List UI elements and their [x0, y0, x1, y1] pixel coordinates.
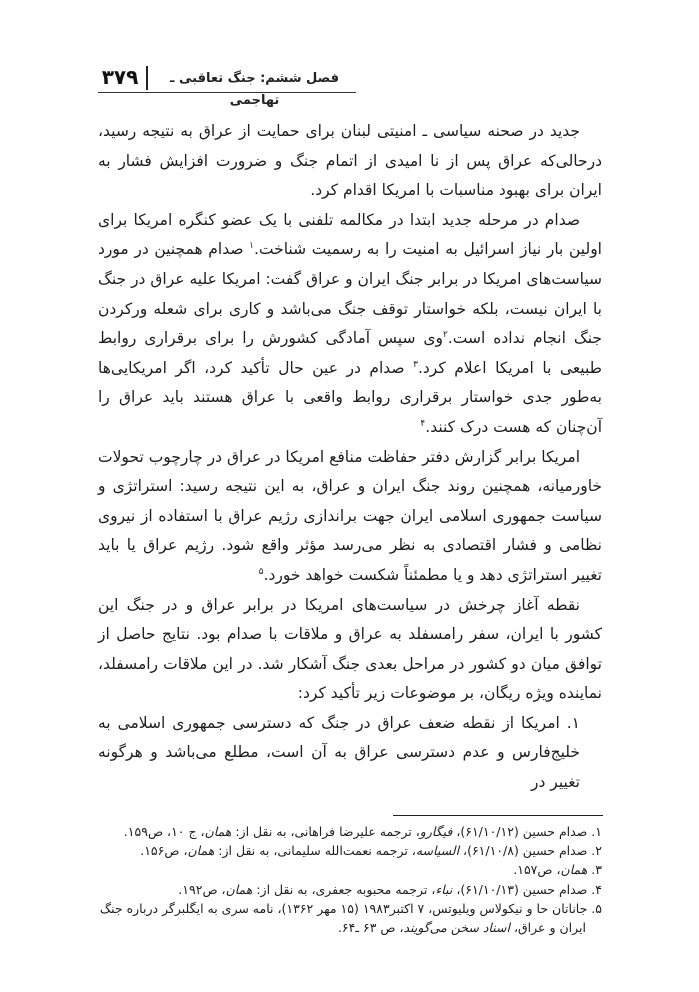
page-number: ۳۷۹ — [101, 65, 139, 89]
footnote-4-text: ۴. صدام حسین (۶۱/۱۰/۱۳)، — [452, 881, 602, 897]
footnote-5-text: ۵. جاناتان حا و نیکولاس ویلیوتس، ۷ اکتبر۱۹۸۳ (۱۵ مهر ۱۳۶۲)، نامه سری به ایگلبرگر درباره جنگ ایران و عراق، — [99, 900, 602, 936]
footnote-1-text-3: ، ج ۱۰، ص۱۵۹. — [123, 824, 205, 839]
body-text — [98, 117, 602, 798]
footnote-2-text-2: ، ترجمه نعمت‌الله سلیمانی، به نقل از: — [214, 843, 416, 859]
footnote-3-text-2: ، ص۱۵۷. — [513, 862, 561, 878]
footnote-3-ibid: همان — [560, 862, 588, 878]
footnote-ref-3[interactable]: ۳ — [413, 359, 418, 370]
footnote-ref-4[interactable]: ۴ — [420, 418, 426, 429]
footnote-4 — [86, 880, 602, 899]
paragraph-4 — [98, 591, 602, 709]
footnote-2-ibid: همان — [187, 843, 215, 859]
footnote-1-ibid: همان — [204, 824, 232, 839]
footnote-3-text: ۳. — [587, 862, 602, 878]
footnote-1 — [86, 822, 602, 841]
footnote-2-text-3: ، ص۱۵۶. — [140, 843, 188, 859]
footnote-5-source: اسناد سخن می‌گویند — [403, 920, 510, 936]
paragraph-1 — [98, 117, 602, 206]
footnotes — [86, 822, 602, 937]
paragraph-3 — [98, 443, 602, 591]
footnote-ref-2[interactable]: ۲ — [443, 330, 448, 340]
paragraph-2-part-1: صدام در مرحله جدید ابتدا در مکالمه تلفنی با یک عضو کنگره امریکا برای اولین بار نیاز اسرائیل به امنیت را به رسمیت شناخت. — [98, 210, 602, 259]
paragraph-5-text: ۱. امریکا از نقطه ضعف عراق در جنگ که دسترسی جمهوری اسلامی به خلیج‌فارس و عدم دسترسی عراق به آن است، مطلع می‌باشد و هرگونه تغییر در — [98, 713, 580, 792]
footnote-2-source: السیاسه — [415, 843, 460, 859]
paragraph-4-text: نقطه آغاز چرخش در سیاست‌های امریکا در برابر عراق و در جنگ این کشور با ایران، سفر رامسفلد به عراق و ملاقات با صدام بود. نتایج حاصل از توافق میان دو کشور در مراحل بعدی جنگ آشکار شد. در این ملاقات رامسفلد، نماینده ویژه ریگان، بر موضوعات زیر تأکید کرد: — [98, 595, 602, 703]
footnote-1-text: ۱. صدام حسین (۶۱/۱۰/۱۲)، — [452, 824, 602, 839]
paragraph-2-part-3: وی سپس آمادگی کشورش را برای برقراری روابط طبیعی با امریکا اعلام کرد. — [98, 329, 602, 377]
paragraph-5 — [98, 709, 602, 798]
footnote-2 — [86, 841, 602, 860]
footnote-5-text-2: ، ص ۶۳ ـ۶۴. — [337, 920, 404, 936]
running-header — [0, 62, 699, 108]
footnote-2-text: ۲. صدام حسین (۶۱/۱۰/۸)، — [459, 843, 602, 859]
header-rule — [98, 92, 356, 93]
footnote-1-source: فیگارو — [419, 824, 453, 839]
footnote-3 — [86, 860, 602, 879]
footnote-4-text-3: ، ص۱۹۲. — [178, 881, 226, 897]
header-divider — [146, 66, 148, 90]
paragraph-2 — [98, 206, 602, 443]
footnote-4-ibid: همان — [225, 881, 253, 897]
paragraph-3-text: امریکا برابر گزارش دفتر حفاظت منافع امریکا در عراق در چارچوب تحولات خاورمیانه، همچنین روند جنگ ایران و عراق، به این نتیجه رسید: استراتژی و سیاست جمهوری اسلامی ایران جهت براندازی رژیم عراق با استفاده از نیروی نظامی و فشار اقتصادی به نظر می‌رسد مؤثر واقع شود. رژیم عراق یا باید تغییر استراتژی دهد و یا مطمئناً شکست خواهد خورد. — [98, 447, 602, 584]
footnote-ref-1[interactable]: ۱ — [249, 241, 254, 252]
footnote-4-source: نباء — [435, 881, 453, 897]
footnote-1-text-2: ، ترجمه علیرضا فراهانی، به نقل از: — [231, 824, 420, 839]
paragraph-2-part-4: صدام در عین حال تأکید کرد، اگر امریکایی‌ها به‌طور جدی خواستار برقراری روابط واقعی با عراق هستند باید عراق را آن‌چنان که هست درک کنند. — [98, 358, 602, 436]
footnote-separator — [393, 815, 603, 816]
footnote-4-text-2: ، ترجمه محبوبه جعفری، به نقل از: — [252, 881, 436, 897]
paragraph-1-text: جدید در صحنه سیاسی ـ امنیتی لبنان برای حمایت از عراق به نتیجه رسید، درحالی‌که عراق پس از نا امیدی از اتمام جنگ و ضرورت افزایش فشار به ایران برای بهبود مناسبات با امریکا اقدام کرد. — [98, 122, 602, 200]
footnote-5 — [86, 899, 602, 937]
chapter-title: فصل ششم: جنگ تعاقبی ـ تهاجمی — [170, 71, 339, 108]
footnote-ref-5[interactable]: ۵ — [258, 566, 264, 577]
paragraph-2-part-2: صدام همچنین در مورد سیاست‌های امریکا در برابر جنگ ایران و عراق گفت: امریکا علیه عراق در جنگ با ایران نیست، بلکه خواستار توقف جنگ می‌باشد و کاری برای شعله ورکردن جنگ انجام نداده است. — [98, 240, 602, 348]
